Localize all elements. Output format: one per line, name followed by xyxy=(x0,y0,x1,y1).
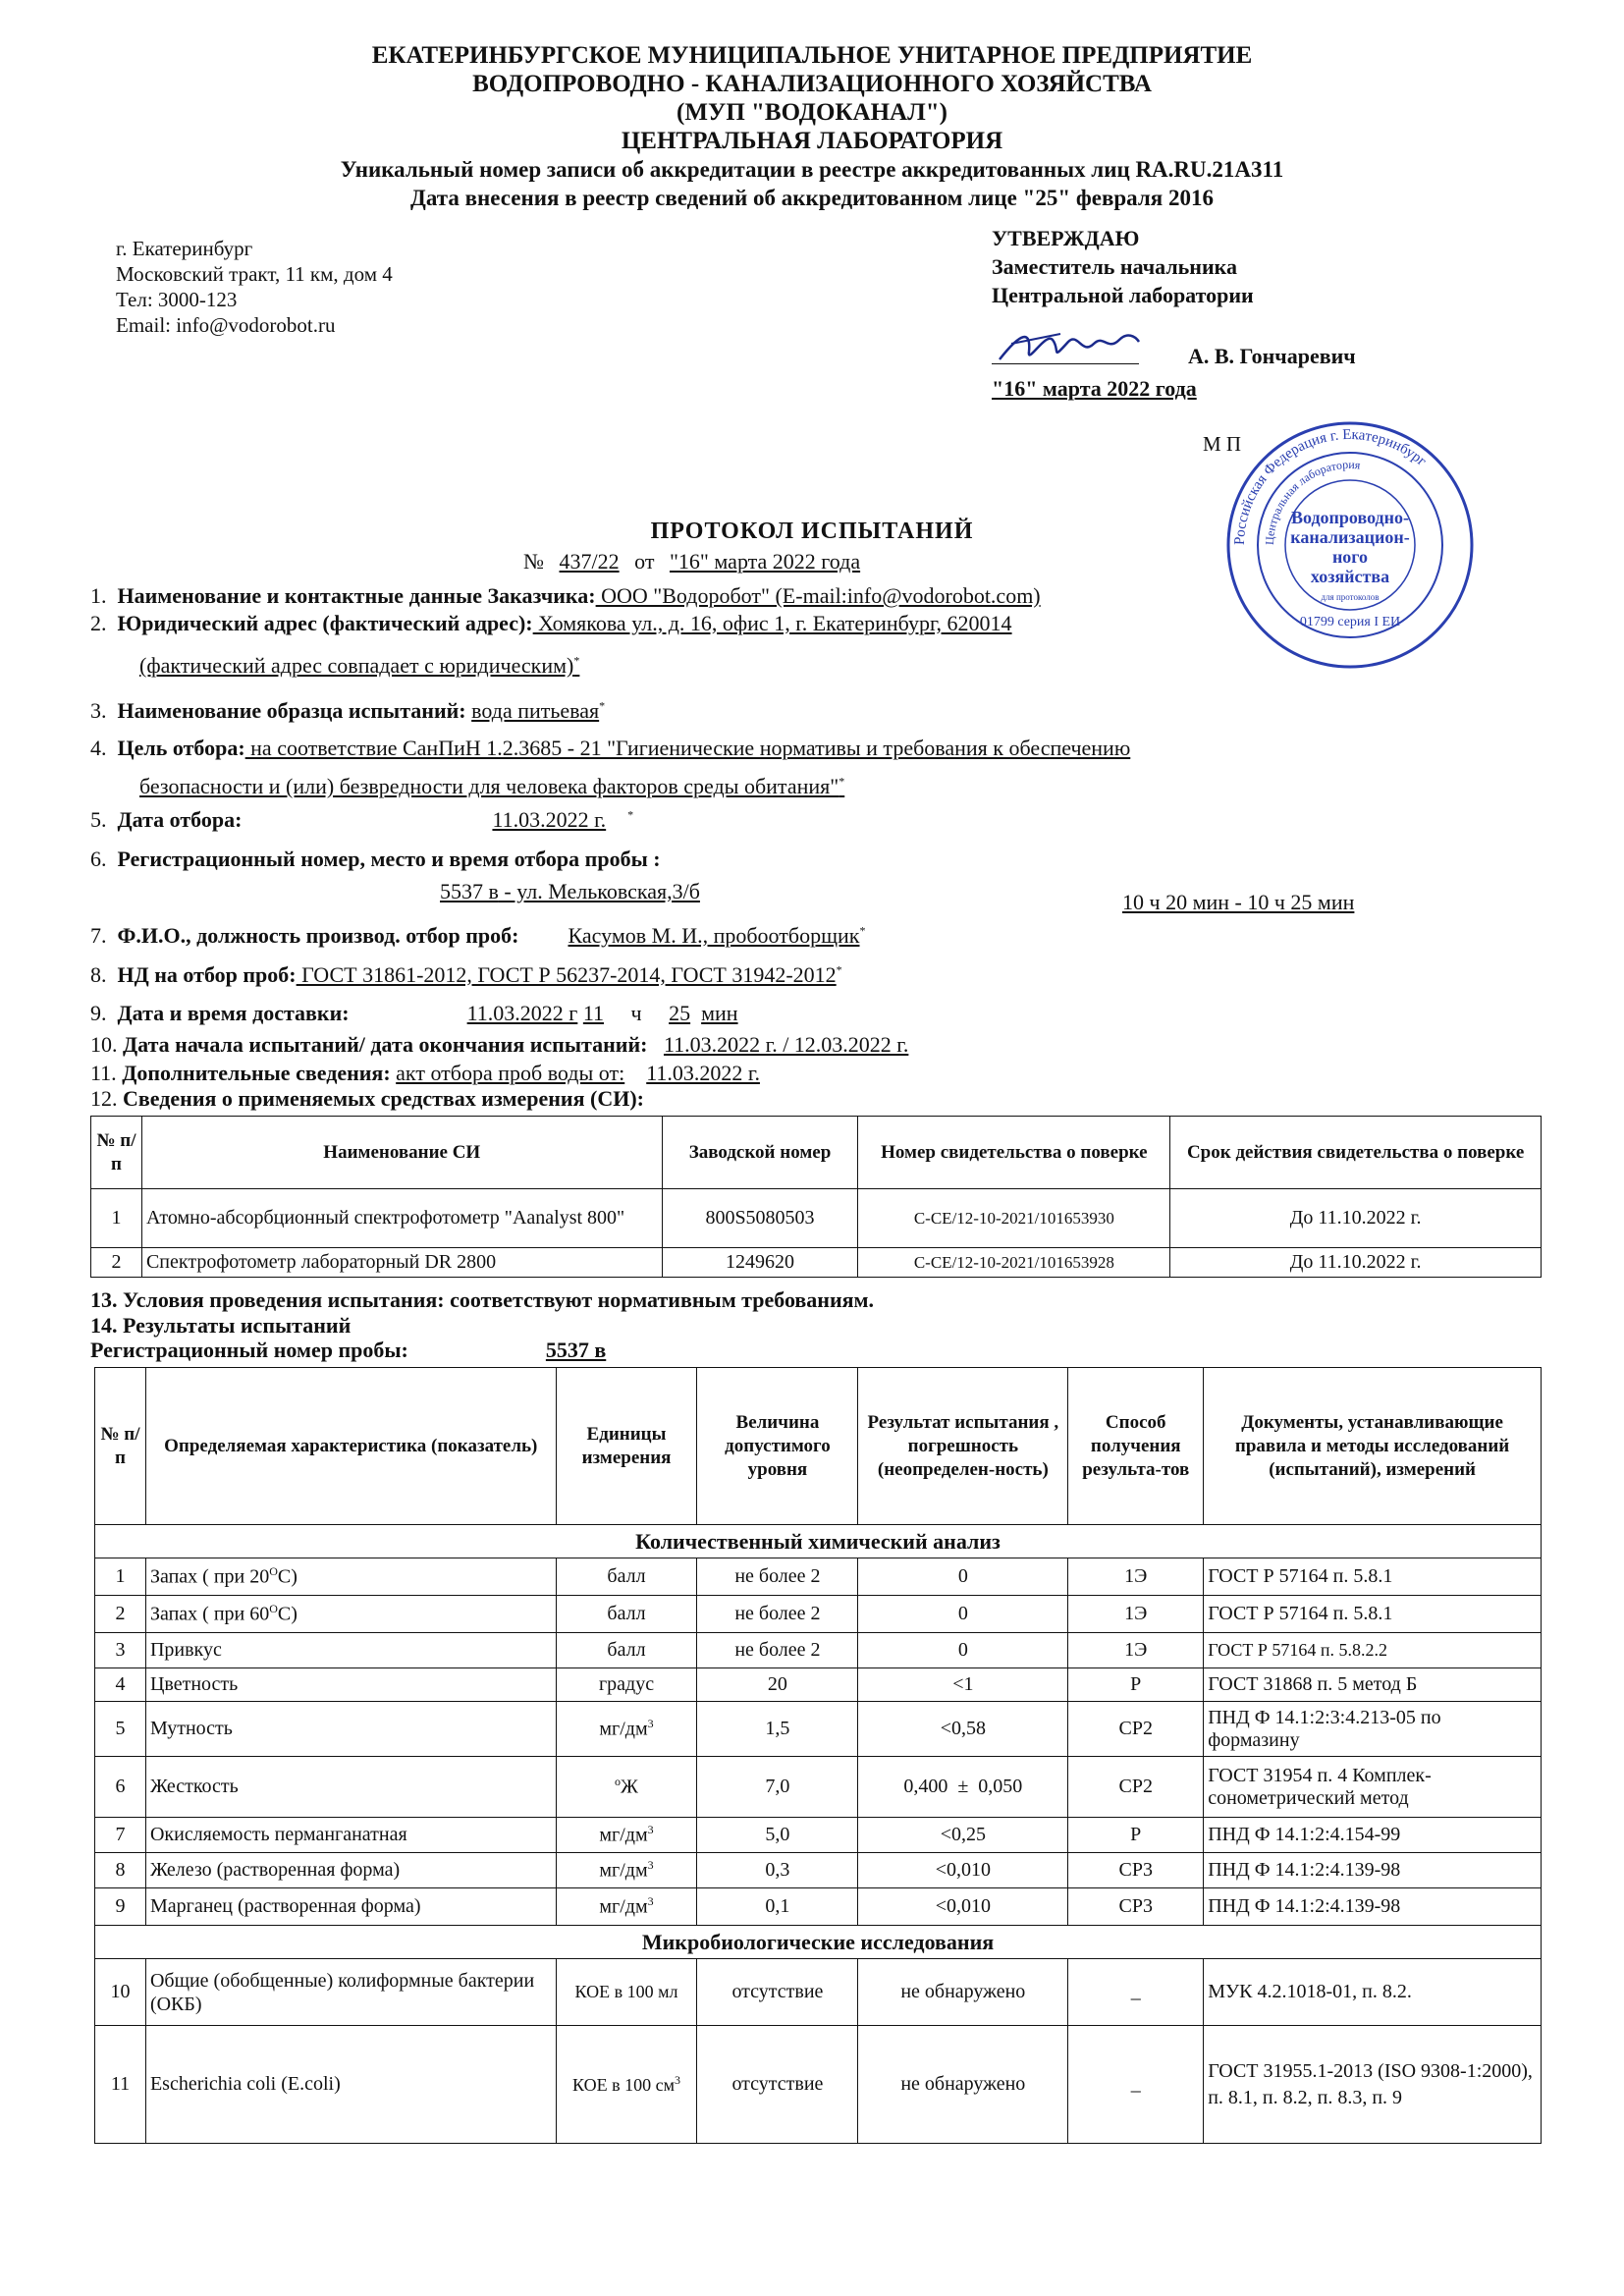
protocol-date: "16" марта 2022 года xyxy=(669,549,861,574)
seal-center-4: хозяйства xyxy=(1310,567,1390,586)
cell-document: ГОСТ 31954 п. 4 Комплек-сонометрический метод xyxy=(1204,1757,1542,1818)
cell-unit: КОЕ в 100 мл xyxy=(556,1959,697,2026)
res-col-indicator: Определяемая характеристика (показатель) xyxy=(145,1368,556,1525)
cell-method: СР3 xyxy=(1068,1888,1204,1926)
cell-limit: 5,0 xyxy=(697,1818,858,1853)
item-7: 7. Ф.И.О., должность производ. отбор проб: Касумов М. И., пробоотборщик* xyxy=(90,923,866,948)
item-11: 11. Дополнительные сведения: акт отбора проб воды от: 11.03.2022 г. xyxy=(90,1061,760,1085)
lab-address xyxy=(116,236,393,338)
seal-serial: 01799 серия I ЕИ xyxy=(1299,615,1401,629)
organization-header xyxy=(0,41,1624,212)
cell-indicator: Цветность xyxy=(145,1668,556,1702)
si-header-row xyxy=(91,1117,1542,1189)
item-14: 14. Результаты испытаний xyxy=(90,1313,352,1338)
delivery-hour: 11 xyxy=(582,1001,605,1025)
indicator-suffix: С) xyxy=(277,1603,298,1625)
unit-text: мг/дм xyxy=(599,1895,648,1918)
indicator-sup: О xyxy=(269,1602,278,1616)
indicator-sup: О xyxy=(269,1564,278,1579)
cell-number: 2 xyxy=(95,1596,146,1633)
item-5-label: Дата отбора: xyxy=(117,807,243,832)
unit-text: КОЕ в 100 см xyxy=(572,2075,675,2095)
header-line-3: (МУП "ВОДОКАНАЛ") xyxy=(677,99,947,126)
reg-label: Регистрационный номер пробы: xyxy=(90,1338,408,1362)
cell-method: _ xyxy=(1068,2026,1204,2144)
si-cell-serial: 800S5080503 xyxy=(662,1189,858,1248)
sample-name: вода питьевая xyxy=(471,698,600,723)
table-row xyxy=(95,1702,1542,1757)
si-cell-number: 2 xyxy=(91,1248,142,1278)
item-9-label: Дата и время доставки: xyxy=(117,1001,350,1025)
si-col-cert: Номер свидетельства о поверке xyxy=(858,1117,1170,1189)
cell-method: Р xyxy=(1068,1818,1204,1853)
indicator-suffix: С) xyxy=(277,1565,298,1588)
cell-limit: не более 2 xyxy=(697,1633,858,1668)
table-row xyxy=(95,1853,1542,1888)
footnote-star: * xyxy=(627,807,634,822)
cell-document: ГОСТ Р 57164 п. 5.8.1 xyxy=(1204,1596,1542,1633)
item-1: 1. Наименование и контактные данные Заказчика: ООО "Водоробот" (E-mail:info@vodorobot.com) xyxy=(90,583,1041,608)
res-col-method: Способ получения результа-тов xyxy=(1068,1368,1204,1525)
table-row xyxy=(95,1596,1542,1633)
item-3: 3. Наименование образца испытаний: вода питьевая* xyxy=(90,698,606,723)
item-6-label: Регистрационный номер, место и время отбора пробы : xyxy=(117,847,661,871)
table-row xyxy=(91,1189,1542,1248)
cell-unit xyxy=(556,2026,697,2144)
item-12: 12. Сведения о применяемых средствах измерения (СИ): xyxy=(90,1086,644,1111)
item-6-time xyxy=(1122,890,1354,915)
cell-number: 8 xyxy=(95,1853,146,1888)
unit-sup: 3 xyxy=(647,1717,654,1731)
legal-address: Хомякова ул., д. 16, офис 1, г. Екатеринбург, 620014 xyxy=(532,611,1012,635)
cell-unit xyxy=(556,1853,697,1888)
item-6-details xyxy=(440,879,700,904)
item-2: 2. Юридический адрес (фактический адрес): Хомякова ул., д. 16, офис 1, г. Екатеринбург, 620014 xyxy=(90,611,1012,635)
item-13: 13. Условия проведения испытания: соответствуют нормативным требованиям. xyxy=(90,1287,875,1312)
unit-sup: 3 xyxy=(647,1823,654,1837)
cell-method: 1Э xyxy=(1068,1558,1204,1596)
cell-limit: отсутствие xyxy=(697,2026,858,2144)
delivery-date: 11.03.2022 г xyxy=(466,1001,578,1025)
cell-indicator: Окисляемость перманганатная xyxy=(145,1818,556,1853)
cell-method: Р xyxy=(1068,1668,1204,1702)
header-line-1: ЕКАТЕРИНБУРГСКОЕ МУНИЦИПАЛЬНОЕ УНИТАРНОЕ ПРЕДПРИЯТИЕ xyxy=(371,42,1253,69)
unit-sup: 3 xyxy=(647,1858,654,1873)
sample-registration xyxy=(90,1338,606,1363)
cell-indicator: Марганец (растворенная форма) xyxy=(145,1888,556,1926)
section-row-micro xyxy=(95,1926,1542,1959)
sampling-time: 10 ч 20 мин - 10 ч 25 мин xyxy=(1122,890,1355,914)
cell-limit: 20 xyxy=(697,1668,858,1702)
table-row xyxy=(95,1818,1542,1853)
protocol-number-line xyxy=(523,549,870,574)
customer-name: ООО "Водоробот" (E-mail:info@vodorobot.com) xyxy=(595,583,1041,608)
protocol-number: 437/22 xyxy=(559,549,620,574)
actual-address-note: (фактический адрес совпадает с юридическим) xyxy=(139,653,574,678)
cell-unit xyxy=(556,1702,697,1757)
table-row xyxy=(95,1633,1542,1668)
item-7-label: Ф.И.О., должность производ. отбор проб: xyxy=(117,923,519,948)
res-col-unit: Единицы измерения xyxy=(556,1368,697,1525)
cell-document: ПНД Ф 14.1:2:3:4.213-05 по формазину xyxy=(1204,1702,1542,1757)
organization-seal xyxy=(1222,417,1478,673)
indicator-name: Запах ( при 60 xyxy=(149,1603,270,1625)
cell-unit xyxy=(556,1888,697,1926)
si-col-valid: Срок действия свидетельства о поверке xyxy=(1170,1117,1542,1189)
signature-line xyxy=(992,363,1139,364)
item-10: 10. Дата начала испытаний/ дата окончания испытаний: 11.03.2022 г. / 12.03.2022 г. xyxy=(90,1032,909,1057)
cell-result: <0,58 xyxy=(858,1702,1068,1757)
si-cell-valid: До 11.10.2022 г. xyxy=(1170,1189,1542,1248)
si-cell-valid: До 11.10.2022 г. xyxy=(1170,1248,1542,1278)
signer-name: А. В. Гончаревич xyxy=(1188,344,1356,368)
approver-position-1: Заместитель начальника xyxy=(992,254,1237,279)
cell-number: 9 xyxy=(95,1888,146,1926)
cell-number: 3 xyxy=(95,1633,146,1668)
approval-date: "16" марта 2022 года xyxy=(992,376,1197,401)
cell-number: 6 xyxy=(95,1757,146,1818)
footnote-star: * xyxy=(859,923,866,938)
address-email: Email: info@vodorobot.ru xyxy=(116,313,336,337)
cell-number: 4 xyxy=(95,1668,146,1702)
cell-document: ПНД Ф 14.1:2:4.139-98 xyxy=(1204,1888,1542,1926)
cell-result: <0,010 xyxy=(858,1888,1068,1926)
cell-limit: 7,0 xyxy=(697,1757,858,1818)
item-6: 6. Регистрационный номер, место и время отбора пробы : xyxy=(90,847,661,871)
cell-document: МУК 4.2.1018-01, п. 8.2. xyxy=(1204,1959,1542,2026)
accreditation-number: Уникальный номер записи об аккредитации в реестре аккредитованных лиц RA.RU.21A311 xyxy=(340,157,1284,182)
footnote-star: * xyxy=(599,698,606,713)
test-dates: 11.03.2022 г. / 12.03.2022 г. xyxy=(663,1032,909,1057)
seal-center-2: канализацион- xyxy=(1290,527,1410,547)
cell-result: не обнаружено xyxy=(858,2026,1068,2144)
item-2-continuation xyxy=(139,653,579,679)
indicator-name: Запах ( при 20 xyxy=(149,1565,270,1588)
res-col-limit: Величина допустимого уровня xyxy=(697,1368,858,1525)
section-title-chemical: Количественный химический анализ xyxy=(95,1525,1542,1558)
item-5: 5. Дата отбора: 11.03.2022 г. * xyxy=(90,807,634,832)
cell-result: 0 xyxy=(858,1633,1068,1668)
si-cell-cert: С-СЕ/12-10-2021/101653928 xyxy=(858,1248,1170,1278)
cell-number: 10 xyxy=(95,1959,146,2026)
table-row xyxy=(95,2026,1542,2144)
cell-indicator xyxy=(145,1558,556,1596)
cell-method: СР3 xyxy=(1068,1853,1204,1888)
cell-indicator xyxy=(145,1596,556,1633)
address-street: Московский тракт, 11 км, дом 4 xyxy=(116,262,393,286)
res-col-result: Результат испытания , погрешность (неопределен-ность) xyxy=(858,1368,1068,1525)
cell-method: СР2 xyxy=(1068,1757,1204,1818)
cell-unit xyxy=(556,1818,697,1853)
cell-document: ГОСТ 31955.1-2013 (ISO 9308-1:2000), п. 8.1, п. 8.2, п. 8.3, п. 9 xyxy=(1204,2026,1542,2144)
cell-result: 0 xyxy=(858,1596,1068,1633)
protocol-no-label: № xyxy=(523,549,544,574)
footnote-star: * xyxy=(836,962,842,977)
cell-result: 0,400 ± 0,050 xyxy=(858,1757,1068,1818)
approval-block xyxy=(992,224,1254,309)
item-1-label: Наименование и контактные данные Заказчика: xyxy=(117,583,596,608)
address-city: г. Екатеринбург xyxy=(116,237,253,260)
unit-text: мг/дм xyxy=(599,1824,648,1846)
table-row xyxy=(95,1558,1542,1596)
cell-limit: не более 2 xyxy=(697,1558,858,1596)
item-2-label: Юридический адрес (фактический адрес): xyxy=(117,611,533,635)
additional-info: акт отбора проб воды от: xyxy=(396,1061,625,1085)
footnote-star: * xyxy=(839,774,845,789)
item-4-continuation xyxy=(139,774,844,799)
cell-limit: 1,5 xyxy=(697,1702,858,1757)
cell-limit: 0,3 xyxy=(697,1853,858,1888)
si-cell-number: 1 xyxy=(91,1189,142,1248)
seal-outer-text: Российская Федерация г. Екатеринбург xyxy=(1231,426,1430,546)
item-3-label: Наименование образца испытаний: xyxy=(117,698,466,723)
seal-center-3: ного xyxy=(1331,547,1369,567)
cell-method: 1Э xyxy=(1068,1596,1204,1633)
cell-limit: не более 2 xyxy=(697,1596,858,1633)
cell-limit: 0,1 xyxy=(697,1888,858,1926)
registration-number: 5537 в xyxy=(440,879,499,903)
cell-method: СР2 xyxy=(1068,1702,1204,1757)
unit-text: мг/дм xyxy=(599,1859,648,1882)
si-col-number: № п/п xyxy=(91,1117,142,1189)
cell-number: 5 xyxy=(95,1702,146,1757)
sampling-place: - ул. Мельковская,3/б xyxy=(498,879,700,903)
delivery-minute: 25 xyxy=(669,1001,691,1025)
item-8-label: НД на отбор проб: xyxy=(117,962,297,987)
seal-for-text: для протоколов xyxy=(1321,592,1380,602)
chemical-rows xyxy=(95,1558,1542,1926)
cell-result: <0,010 xyxy=(858,1853,1068,1888)
cell-method: 1Э xyxy=(1068,1633,1204,1668)
item-11-label: Дополнительные сведения: xyxy=(122,1061,391,1085)
cell-result: 0 xyxy=(858,1558,1068,1596)
cell-indicator: Мутность xyxy=(145,1702,556,1757)
unit-text: мг/дм xyxy=(599,1718,648,1740)
footnote-star: * xyxy=(573,653,580,668)
sampling-date: 11.03.2022 г. xyxy=(492,807,607,832)
sampling-purpose: на соответствие СанПиН 1.2.3685 - 21 "Гигиенические нормативы и требования к обеспечению xyxy=(244,736,1131,760)
seal-center-1: Водопроводно- xyxy=(1290,508,1410,527)
approver-position-2: Центральной лаборатории xyxy=(992,283,1254,307)
cell-document: ГОСТ Р 57164 п. 5.8.1 xyxy=(1204,1558,1542,1596)
res-col-documents: Документы, устанавливающие правила и методы исследований (испытаний), измерений xyxy=(1204,1368,1542,1525)
address-phone: Тел: 3000-123 xyxy=(116,288,238,311)
si-cell-cert: С-СЕ/12-10-2021/101653930 xyxy=(858,1189,1170,1248)
unit-sup: 3 xyxy=(647,1894,654,1909)
results-table xyxy=(94,1367,1542,2144)
cell-indicator: Общие (обобщенные) колиформные бактерии (ОКБ) xyxy=(145,1959,556,2026)
cell-document: ПНД Ф 14.1:2:4.139-98 xyxy=(1204,1853,1542,1888)
item-9: 9. Дата и время доставки: 11.03.2022 г 11 ч 25 мин xyxy=(90,1001,738,1025)
table-row xyxy=(95,1888,1542,1926)
cell-document: ГОСТ 31868 п. 5 метод Б xyxy=(1204,1668,1542,1702)
accreditation-date: Дата внесения в реестр сведений об аккредитованном лице "25" февраля 2016 xyxy=(410,186,1214,210)
minute-unit: мин xyxy=(701,1001,738,1025)
measuring-instruments-table xyxy=(90,1116,1542,1278)
protocol-from-label: от xyxy=(634,549,655,574)
hour-unit: ч xyxy=(630,1001,642,1025)
section-row-chemical xyxy=(95,1525,1542,1558)
cell-method: _ xyxy=(1068,1959,1204,2026)
unit-sup: о xyxy=(615,1775,622,1789)
table-row xyxy=(95,1668,1542,1702)
item-4-label: Цель отбора: xyxy=(117,736,245,760)
cell-number: 11 xyxy=(95,2026,146,2144)
si-col-serial: Заводской номер xyxy=(662,1117,858,1189)
reg-value: 5537 в xyxy=(545,1338,607,1362)
protocol-title: ПРОТОКОЛ ИСПЫТАНИЙ xyxy=(650,519,974,544)
cell-limit: отсутствие xyxy=(697,1959,858,2026)
sampling-standards: ГОСТ 31861-2012, ГОСТ Р 56237-2014, ГОСТ 31942-2012 xyxy=(296,962,837,987)
cell-indicator: Железо (растворенная форма) xyxy=(145,1853,556,1888)
table-row xyxy=(91,1248,1542,1278)
si-cell-name: Атомно-абсорбционный спектрофотометр "Aanalyst 800" xyxy=(141,1189,662,1248)
cell-document: ПНД Ф 14.1:2:4.154-99 xyxy=(1204,1818,1542,1853)
si-cell-name: Спектрофотометр лабораторный DR 2800 xyxy=(141,1248,662,1278)
cell-indicator: Жесткость xyxy=(145,1757,556,1818)
table-row xyxy=(95,1757,1542,1818)
item-10-label: Дата начала испытаний/ дата окончания испытаний: xyxy=(123,1032,648,1057)
cell-number: 7 xyxy=(95,1818,146,1853)
act-date: 11.03.2022 г. xyxy=(646,1061,760,1085)
si-col-name: Наименование СИ xyxy=(141,1117,662,1189)
cell-result: <0,25 xyxy=(858,1818,1068,1853)
unit-sup: 3 xyxy=(674,2073,680,2087)
cell-indicator: Escherichia coli (E.coli) xyxy=(145,2026,556,2144)
section-title-micro: Микробиологические исследования xyxy=(95,1926,1542,1959)
header-line-4: ЦЕНТРАЛЬНАЯ ЛАБОРАТОРИЯ xyxy=(621,128,1003,154)
cell-result: не обнаружено xyxy=(858,1959,1068,2026)
table-row xyxy=(95,1959,1542,2026)
header-line-2: ВОДОПРОВОДНО - КАНАЛИЗАЦИОННОГО ХОЗЯЙСТВА xyxy=(472,71,1152,97)
cell-indicator: Привкус xyxy=(145,1633,556,1668)
cell-unit: балл xyxy=(556,1558,697,1596)
cell-unit: балл xyxy=(556,1596,697,1633)
cell-number: 1 xyxy=(95,1558,146,1596)
cell-unit xyxy=(556,1757,697,1818)
item-8: 8. НД на отбор проб: ГОСТ 31861-2012, ГОСТ Р 56237-2014, ГОСТ 31942-2012* xyxy=(90,962,842,987)
seal-inner-text: Центральная лаборатория xyxy=(1262,457,1362,546)
sampler-name: Касумов М. И., пробоотборщик xyxy=(568,923,860,948)
cell-result: <1 xyxy=(858,1668,1068,1702)
item-12-label: Сведения о применяемых средствах измерения (СИ): xyxy=(123,1086,644,1111)
seal-place-mark: М П xyxy=(1203,432,1242,456)
cell-unit: градус xyxy=(556,1668,697,1702)
cell-unit: балл xyxy=(556,1633,697,1668)
item-4: 4. Цель отбора: на соответствие СанПиН 1.2.3685 - 21 "Гигиенические нормативы и требования к обеспечению xyxy=(90,736,1131,760)
res-col-number: № п/п xyxy=(95,1368,146,1525)
cell-document: ГОСТ Р 57164 п. 5.8.2.2 xyxy=(1204,1633,1542,1668)
sampling-purpose-cont: безопасности и (или) безвредности для человека факторов среды обитания" xyxy=(139,774,839,798)
unit-text: Ж xyxy=(621,1776,638,1798)
approve-word: УТВЕРЖДАЮ xyxy=(992,226,1140,250)
si-cell-serial: 1249620 xyxy=(662,1248,858,1278)
results-header-row xyxy=(95,1368,1542,1525)
